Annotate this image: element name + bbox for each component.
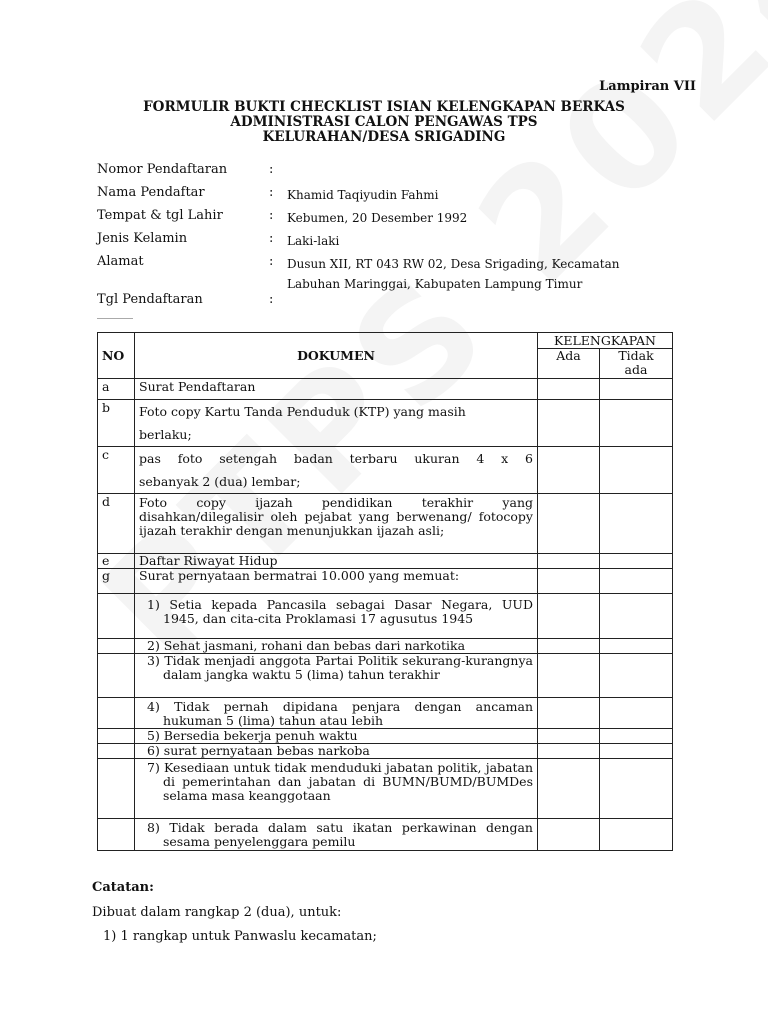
checkbox-ada[interactable] (538, 729, 600, 744)
statement-row (98, 594, 673, 639)
row-document: Foto copy ijazah pendidikan terakhir yang disahkan/dilegalisir oleh pejabat yang berwenang/ fotocopy ijazah terakhir dengan menunjukkan ijazah asli; (135, 494, 538, 554)
row-document: Surat pernyataan bermatrai 10.000 yang memuat: (135, 569, 538, 594)
header-no: NO (98, 333, 135, 379)
checkbox-tidak-ada[interactable] (600, 654, 673, 698)
row-document-line-2: berlaku; (139, 427, 192, 442)
row-document-line-2: sebanyak 2 (dua) lembar; (139, 474, 301, 489)
header-kelengkapan: KELENGKAPAN (538, 333, 673, 349)
info-label: Nomor Pendaftaran (97, 162, 228, 177)
statement-item: 5) Bersedia bekerja penuh waktu (135, 729, 538, 744)
info-colon: : (269, 254, 274, 269)
row-no (98, 698, 135, 729)
checkbox-tidak-ada[interactable] (600, 594, 673, 639)
checkbox-tidak-ada[interactable] (600, 744, 673, 759)
alamat-line-2: Labuhan Maringgai, Kabupaten Lampung Timur (287, 277, 583, 291)
checkbox-ada[interactable] (538, 447, 600, 494)
table-row (98, 569, 673, 594)
checkbox-ada[interactable] (538, 654, 600, 698)
checkbox-ada[interactable] (538, 400, 600, 447)
checkbox-ada[interactable] (538, 759, 600, 819)
checkbox-tidak-ada[interactable] (600, 819, 673, 851)
checkbox-tidak-ada[interactable] (600, 569, 673, 594)
info-value: Khamid Taqiyudin Fahmi (287, 188, 439, 202)
statement-row (98, 639, 673, 654)
checklist-table (97, 332, 673, 851)
catatan-list-item: 1) 1 rangkap untuk Panwaslu kecamatan; (103, 929, 377, 944)
alamat-line-1: Dusun XII, RT 043 RW 02, Desa Srigading, Kecamatan (287, 257, 620, 271)
info-colon: : (269, 208, 274, 223)
checkbox-tidak-ada[interactable] (600, 447, 673, 494)
table-row (98, 400, 673, 447)
checkbox-ada[interactable] (538, 819, 600, 851)
statement-item: 4) Tidak pernah dipidana penjara dengan ancaman hukuman 5 (lima) tahun atau lebih (135, 698, 538, 729)
checkbox-tidak-ada[interactable] (600, 759, 673, 819)
form-title (0, 100, 768, 145)
statement-item: 1) Setia kepada Pancasila sebagai Dasar Negara, UUD 1945, dan cita-cita Proklamasi 17 agusutus 1945 (135, 594, 538, 639)
checkbox-ada[interactable] (538, 554, 600, 569)
header-dokumen: DOKUMEN (135, 333, 538, 379)
lampiran-label: Lampiran VII (599, 79, 696, 94)
statement-item: 8) Tidak berada dalam satu ikatan perkawinan dengan sesama penyelenggara pemilu (135, 819, 538, 851)
checkbox-tidak-ada[interactable] (600, 639, 673, 654)
row-no: c (98, 447, 135, 494)
title-line-2: ADMINISTRASI CALON PENGAWAS TPS (230, 114, 538, 130)
row-no: b (98, 400, 135, 447)
checkbox-ada[interactable] (538, 379, 600, 400)
info-value (287, 254, 647, 294)
table-row (98, 494, 673, 554)
row-document-line-1: Foto copy Kartu Tanda Penduduk (KTP) yang masih (139, 404, 466, 419)
checkbox-ada[interactable] (538, 698, 600, 729)
checkbox-tidak-ada[interactable] (600, 729, 673, 744)
statement-row (98, 698, 673, 729)
divider (97, 318, 133, 319)
row-no (98, 819, 135, 851)
info-label: Tempat & tgl Lahir (97, 208, 223, 223)
table-row (98, 379, 673, 400)
row-document: Surat Pendaftaran (135, 379, 538, 400)
row-no: g (98, 569, 135, 594)
info-value: Kebumen, 20 Desember 1992 (287, 211, 468, 225)
catatan-heading: Catatan: (92, 880, 154, 895)
statement-row (98, 654, 673, 698)
checkbox-ada[interactable] (538, 494, 600, 554)
row-no (98, 744, 135, 759)
statement-row (98, 744, 673, 759)
checkbox-tidak-ada[interactable] (600, 379, 673, 400)
table-row (98, 554, 673, 569)
statement-row (98, 759, 673, 819)
info-colon: : (269, 162, 274, 177)
statement-item: 3) Tidak menjadi anggota Partai Politik sekurang-kurangnya dalam jangka waktu 5 (lima) tahun terakhir (135, 654, 538, 698)
row-no (98, 639, 135, 654)
statement-row (98, 729, 673, 744)
statement-item: 6) surat pernyataan bebas narkoba (135, 744, 538, 759)
info-colon: : (269, 185, 274, 200)
row-document (135, 400, 538, 447)
info-value: Laki-laki (287, 234, 340, 248)
table-row (98, 447, 673, 494)
table-header-row (98, 333, 673, 349)
statement-item: 7) Kesediaan untuk tidak menduduki jabatan politik, jabatan di pemerintahan dan jabatan di BUMN/BUMD/BUMDes selama masa keanggotaan (135, 759, 538, 819)
catatan-text: Dibuat dalam rangkap 2 (dua), untuk: (92, 905, 342, 920)
row-no: e (98, 554, 135, 569)
statement-item: 2) Sehat jasmani, rohani dan bebas dari narkotika (135, 639, 538, 654)
row-document (135, 447, 538, 494)
row-no: a (98, 379, 135, 400)
checkbox-ada[interactable] (538, 594, 600, 639)
header-tidak-line-1: Tidak (618, 348, 654, 363)
checkbox-tidak-ada[interactable] (600, 494, 673, 554)
info-label: Tgl Pendaftaran (97, 292, 203, 307)
checkbox-tidak-ada[interactable] (600, 400, 673, 447)
header-tidak-line-2: ada (624, 362, 648, 377)
row-no (98, 759, 135, 819)
row-no (98, 654, 135, 698)
checkbox-ada[interactable] (538, 569, 600, 594)
row-document-line-1: pas foto setengah badan terbaru ukuran 4 x 6 (139, 451, 533, 466)
info-label: Alamat (97, 254, 144, 269)
checkbox-tidak-ada[interactable] (600, 554, 673, 569)
title-line-3: KELURAHAN/DESA SRIGADING (262, 129, 506, 145)
header-tidak-ada (600, 349, 673, 379)
row-no (98, 594, 135, 639)
checkbox-tidak-ada[interactable] (600, 698, 673, 729)
row-no: d (98, 494, 135, 554)
checkbox-ada[interactable] (538, 639, 600, 654)
checkbox-ada[interactable] (538, 744, 600, 759)
info-label: Jenis Kelamin (97, 231, 188, 246)
info-colon: : (269, 231, 274, 246)
title-line-1: FORMULIR BUKTI CHECKLIST ISIAN KELENGKAPAN BERKAS (143, 99, 625, 115)
row-no (98, 729, 135, 744)
info-label: Nama Pendaftar (97, 185, 205, 200)
info-colon: : (269, 292, 274, 307)
statement-row (98, 819, 673, 851)
row-document: Daftar Riwayat Hidup (135, 554, 538, 569)
header-ada: Ada (538, 349, 600, 379)
